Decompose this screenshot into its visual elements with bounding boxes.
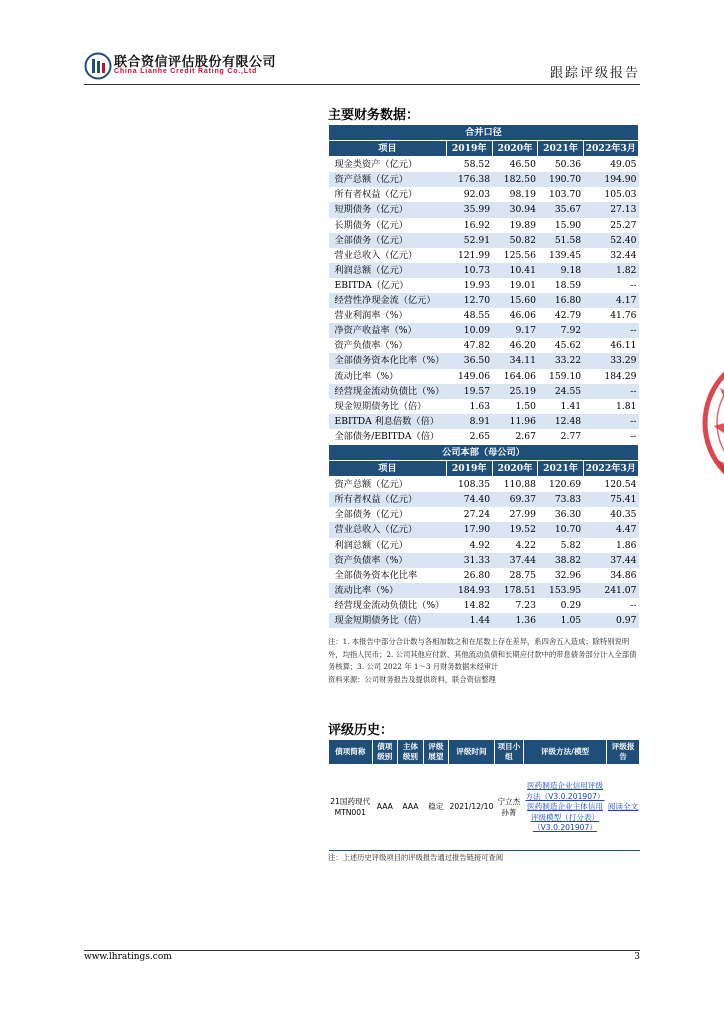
table-row [329, 172, 639, 187]
row-label: 全部债务（亿元） [329, 233, 447, 248]
cell-value: 10.73 [446, 263, 492, 278]
row-label: 短期债务（亿元） [329, 202, 447, 217]
cell-value: 74.40 [446, 492, 492, 507]
cell-value: 16.80 [538, 293, 583, 308]
cell-value: 45.62 [554, 340, 582, 352]
col-header: 2020年 [492, 141, 538, 157]
cell-value: 19.52 [492, 522, 538, 537]
row-label: 全部债务资本化比率 [334, 569, 418, 581]
cell-value: 120.54 [604, 479, 637, 491]
header-divider [84, 84, 640, 85]
parent-caption: 公司本部（母公司） [329, 444, 639, 460]
table-row [329, 248, 639, 263]
table-row [329, 338, 639, 353]
cell-value: 0.97 [583, 613, 638, 628]
cell-value: 28.75 [509, 569, 536, 581]
cell-value: 0.29 [560, 599, 582, 611]
table-row [329, 477, 639, 493]
cell-value: 153.95 [538, 583, 583, 598]
cell-value: 139.45 [548, 249, 582, 261]
row-label: 全部债务资本化比率（%） [329, 353, 447, 368]
page-number: 3 [634, 952, 640, 962]
col-header: 2019年 [446, 141, 492, 157]
document-type: 跟踪评级报告 [549, 66, 640, 81]
cell-value: -- [630, 430, 637, 442]
cell-value: 37.44 [492, 553, 538, 568]
table-row [329, 568, 639, 583]
cell-value: 2.65 [469, 430, 491, 442]
cell-value: -- [583, 414, 638, 429]
col-header: 项目小组 [494, 740, 523, 765]
history-section-title: 评级历史： [328, 723, 394, 738]
cell-value: 48.55 [463, 310, 491, 322]
cell-value: 19.93 [463, 279, 491, 291]
table-row [329, 399, 639, 414]
col-header: 债项级别 [372, 740, 398, 765]
cell-value: 15.90 [554, 219, 582, 231]
seal-stamp-icon [700, 348, 724, 498]
cell-value: 32.96 [554, 569, 582, 581]
cell-value: 18.59 [554, 279, 582, 291]
cell-value: 34.86 [610, 569, 637, 581]
cell-value: 1.82 [583, 263, 638, 278]
cell-value: -- [583, 323, 638, 338]
table-row [329, 429, 639, 445]
cell-value: 105.03 [604, 189, 637, 201]
col-header: 2020年 [492, 461, 538, 477]
row-label: 营业总收入（亿元） [334, 249, 418, 261]
table-row [329, 414, 639, 429]
col-header: 评级报告 [607, 740, 640, 765]
cell-value: 27.24 [463, 509, 491, 521]
parent-header-row [329, 461, 639, 477]
table-row [329, 492, 639, 507]
cell-value: 121.99 [457, 249, 491, 261]
cell-value: 1.44 [446, 613, 492, 628]
cell-value: 75.41 [583, 492, 638, 507]
company-name-en: China Lianhe Credit Rating Co.,Ltd [114, 68, 258, 75]
project-team: 宁立杰 孙菁 [494, 765, 523, 851]
table-row [329, 278, 639, 293]
cell-value: 2.67 [515, 430, 536, 442]
cell-value: 32.44 [610, 249, 637, 261]
cell-value: 35.99 [446, 202, 492, 217]
cell-value: 46.06 [509, 310, 536, 322]
row-label: 全部债务（亿元） [334, 509, 408, 521]
consolidated-caption: 合并口径 [329, 125, 639, 141]
cell-value: 1.50 [515, 400, 536, 412]
cell-value: 98.19 [509, 189, 536, 201]
cell-value: 4.47 [583, 522, 638, 537]
row-label: 营业总收入（亿元） [329, 522, 447, 537]
cell-value: 14.82 [463, 599, 491, 611]
model-link[interactable]: 医药制造企业主体信用评级模型（打分表）（V3.0.201907） [527, 802, 603, 833]
cell-value: 15.60 [492, 293, 538, 308]
col-header: 项目 [329, 141, 447, 157]
row-label: 经营现金流动负债比（%） [334, 599, 445, 611]
col-header: 主体级别 [398, 740, 424, 765]
read-report-link[interactable]: 阅读全文 [607, 802, 639, 812]
cell-value: 36.30 [554, 509, 582, 521]
cell-value: 1.81 [616, 400, 637, 412]
cell-value: 1.63 [469, 400, 491, 412]
cell-value: 103.70 [548, 189, 582, 201]
row-label: 经营现金流动负债比（%） [329, 384, 447, 399]
cell-value: 27.13 [583, 202, 638, 217]
row-label: 营业利润率（%） [334, 310, 408, 322]
cell-value: 52.40 [583, 233, 638, 248]
cell-value: 178.51 [492, 583, 538, 598]
table-row [329, 369, 639, 384]
cell-value: 38.82 [538, 553, 583, 568]
table-row [329, 583, 639, 598]
table-row [329, 308, 639, 323]
cell-value: 4.92 [469, 539, 491, 551]
table-row [329, 263, 639, 278]
footer-divider [84, 950, 640, 951]
cell-value: 108.35 [457, 479, 491, 491]
row-label: 利润总额（亿元） [334, 539, 408, 551]
cell-value: 1.36 [492, 613, 538, 628]
cell-value: 34.11 [492, 353, 538, 368]
row-label: EBITDA 利息倍数（倍） [329, 414, 447, 429]
cell-value: 2.77 [560, 430, 582, 442]
table-row [329, 522, 639, 537]
issuer-rating: AAA [398, 765, 424, 851]
cell-value: 110.88 [503, 479, 536, 491]
cell-value: 184.29 [604, 370, 637, 382]
cell-value: 42.79 [554, 310, 582, 322]
table-row [329, 384, 639, 399]
cell-value: 33.22 [538, 353, 583, 368]
col-header: 2021年 [538, 141, 583, 157]
page-header [0, 0, 724, 90]
row-label: 全部债务/EBITDA（倍） [334, 430, 440, 442]
row-label: 所有者权益（亿元） [334, 189, 418, 201]
rating-outlook: 稳定 [423, 765, 448, 851]
cell-value: 10.09 [446, 323, 492, 338]
cell-value: 41.76 [610, 310, 637, 322]
table-row [329, 293, 639, 308]
cell-value: 241.07 [583, 583, 638, 598]
financial-data-table [328, 124, 639, 628]
table-row [329, 353, 639, 368]
cell-value: 19.89 [509, 219, 536, 231]
cell-value: 25.19 [492, 384, 538, 399]
cell-value: 120.69 [548, 479, 582, 491]
table-row [329, 323, 639, 338]
cell-value: 4.22 [515, 539, 536, 551]
cell-value: 58.52 [463, 159, 491, 171]
row-label: 流动比率（%） [334, 370, 399, 382]
cell-value: 19.57 [446, 384, 492, 399]
table-row [329, 218, 639, 233]
cell-value: -- [583, 384, 638, 399]
rating-methods [523, 765, 606, 851]
cell-value: 1.41 [560, 400, 582, 412]
col-header: 评级方法/模型 [523, 740, 606, 765]
row-label: 经营性净现金流（亿元） [329, 293, 447, 308]
cell-value: 11.96 [492, 414, 538, 429]
table-row [329, 613, 639, 628]
cell-value: 92.03 [463, 189, 491, 201]
cell-value: 9.18 [538, 263, 583, 278]
history-header-row [329, 740, 640, 765]
table-row [329, 202, 639, 217]
row-label: 资产负债率（%） [334, 340, 408, 352]
cell-value: 5.82 [560, 539, 582, 551]
cell-value: 159.10 [548, 370, 582, 382]
cell-value: 8.91 [446, 414, 492, 429]
cell-value: 184.93 [446, 583, 492, 598]
cell-value: 7.23 [515, 599, 536, 611]
cell-value: 1.86 [616, 539, 637, 551]
row-label: 现金短期债务比（倍） [329, 613, 447, 628]
company-name-cn: 联合资信评估股份有限公司 [114, 55, 277, 70]
row-label: 利润总额（亿元） [329, 263, 447, 278]
row-label: EBITDA（亿元） [334, 279, 409, 291]
cell-value: 52.91 [446, 233, 492, 248]
rating-history-table [328, 739, 640, 851]
cell-value: 12.48 [538, 414, 583, 429]
cell-value: 37.44 [583, 553, 638, 568]
cell-value: 17.90 [446, 522, 492, 537]
row-label: 资产负债率（%） [329, 553, 447, 568]
cell-value: 7.92 [538, 323, 583, 338]
cell-value: 69.37 [492, 492, 538, 507]
table-row [329, 553, 639, 568]
note-text: 注：1. 本报告中部分合计数与各相加数之和在尾数上存在差异，系四舍五入造成；除特别说明外，均指人民币；2. 公司其他应付款、其他流动负债和长期应付款中的带息债务部分计入全部债务核算；3. 公司 2022 年 1～3 月财务数据未经审计 [328, 637, 637, 671]
table-row [329, 507, 639, 522]
cell-value: 27.99 [509, 509, 536, 521]
cell-value: 16.92 [463, 219, 491, 231]
cell-value: 46.50 [509, 159, 536, 171]
history-note: 注：上述历史评级项目的评级报告通过报告链接可查阅 [328, 853, 504, 862]
cell-value: 1.05 [538, 613, 583, 628]
cell-value: 24.55 [538, 384, 583, 399]
col-header: 项目 [329, 461, 447, 477]
cell-value: 164.06 [503, 370, 536, 382]
cell-value: 10.41 [492, 263, 538, 278]
table-row [329, 187, 639, 202]
col-header: 2021年 [538, 461, 583, 477]
cell-value: 30.94 [492, 202, 538, 217]
row-label: 所有者权益（亿元） [329, 492, 447, 507]
cell-value: 26.80 [463, 569, 491, 581]
row-label: 资产总额（亿元） [329, 172, 447, 187]
cell-value: 50.82 [492, 233, 538, 248]
cell-value: 47.82 [463, 340, 491, 352]
row-label: 长期债务（亿元） [334, 219, 408, 231]
cell-value: 33.29 [583, 353, 638, 368]
col-header: 2019年 [446, 461, 492, 477]
cell-value: 10.70 [538, 522, 583, 537]
cell-value: 35.67 [538, 202, 583, 217]
consolidated-header-row [329, 141, 639, 157]
cell-value: 4.17 [583, 293, 638, 308]
cell-value: 46.11 [610, 340, 637, 352]
table-row [329, 233, 639, 248]
bond-rating: AAA [372, 765, 398, 851]
row-label: 现金短期债务比（倍） [334, 400, 427, 412]
cell-value: 9.17 [492, 323, 538, 338]
cell-value: 31.33 [446, 553, 492, 568]
financial-section-title: 主要财务数据： [328, 108, 420, 123]
col-header: 评级展望 [423, 740, 448, 765]
row-label: 资产总额（亿元） [334, 479, 408, 491]
financial-notes [328, 636, 640, 686]
cell-value: 19.01 [509, 279, 536, 291]
cell-value: 149.06 [457, 370, 491, 382]
row-label: 现金类资产（亿元） [334, 159, 418, 171]
cell-value: 182.50 [492, 172, 538, 187]
row-label: 净资产收益率（%） [329, 323, 447, 338]
col-header: 评级时间 [449, 740, 495, 765]
bond-name: 21国药现代 MTN001 [329, 765, 373, 851]
rating-date: 2021/12/10 [449, 765, 495, 851]
cell-value: 25.27 [610, 219, 637, 231]
company-logo-icon [84, 52, 112, 80]
cell-value: -- [630, 279, 637, 291]
cell-value: 125.56 [503, 249, 536, 261]
cell-value: 50.36 [554, 159, 582, 171]
cell-value: 51.58 [538, 233, 583, 248]
source-text: 资料来源：公司财务报告及提供资料，联合资信整理 [328, 674, 496, 684]
col-header: 2022年3月 [583, 461, 638, 477]
table-row [329, 598, 639, 613]
cell-value: 194.90 [583, 172, 638, 187]
cell-value: 36.50 [446, 353, 492, 368]
cell-value: 190.70 [538, 172, 583, 187]
cell-value: -- [630, 599, 637, 611]
footer-website[interactable]: www.lhratings.com [84, 952, 172, 962]
cell-value: 12.70 [446, 293, 492, 308]
col-header: 2022年3月 [583, 141, 638, 157]
row-label: 流动比率（%） [329, 583, 447, 598]
cell-value: 73.83 [538, 492, 583, 507]
table-row [329, 157, 639, 173]
col-header: 债项简称 [329, 740, 373, 765]
method-link[interactable]: 医药制造企业信用评级方法（V3.0.201907） [525, 781, 605, 801]
cell-value: 40.35 [610, 509, 637, 521]
table-row [329, 538, 639, 553]
cell-value: 49.05 [610, 159, 637, 171]
table-row [329, 765, 640, 851]
cell-value: 176.38 [446, 172, 492, 187]
cell-value: 46.20 [509, 340, 536, 352]
